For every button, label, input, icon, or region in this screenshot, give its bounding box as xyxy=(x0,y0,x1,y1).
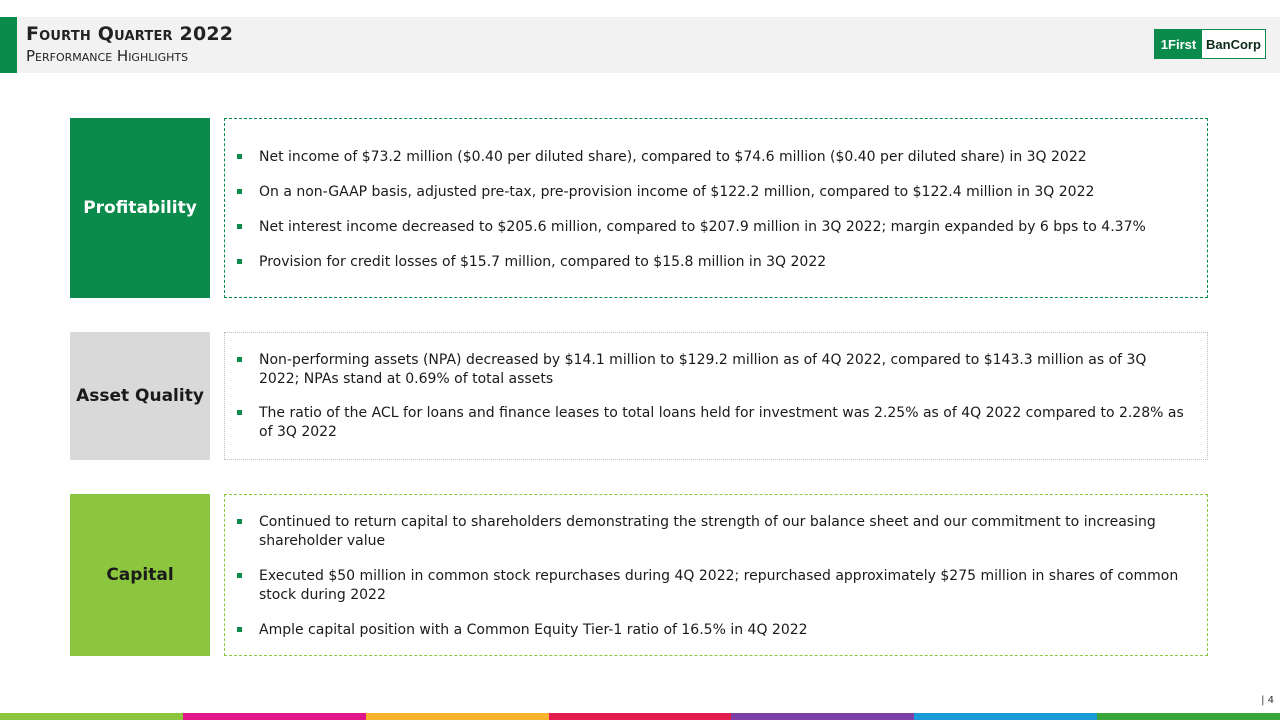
footer-color-bar xyxy=(0,713,1280,720)
bullet-item xyxy=(237,148,1191,167)
section-content-profitability xyxy=(224,118,1208,298)
bullet-text: Non-performing assets (NPA) decreased by $14.1 million to $129.2 million as of 4Q 2022, compared to $143.3 million as of 3Q 2022; NPAs stand at 0.69% of total assets xyxy=(259,352,1147,387)
bullet-square-icon xyxy=(237,154,242,159)
bullet-square-icon xyxy=(237,627,242,632)
bullet-text: Executed $50 million in common stock repurchases during 4Q 2022; repurchased approximately $275 million in shares of common stock during 2022 xyxy=(259,568,1179,603)
slide-title: Fourth Quarter 2022 xyxy=(26,23,234,45)
bullet-item xyxy=(237,621,1191,640)
bullet-text: Provision for credit losses of $15.7 million, compared to $15.8 million in 3Q 2022 xyxy=(259,254,827,270)
bullet-text: On a non-GAAP basis, adjusted pre-tax, pre-provision income of $122.2 million, compared to $122.4 million in 3Q 2022 xyxy=(259,184,1095,200)
bullet-text: Ample capital position with a Common Equity Tier-1 ratio of 16.5% in 4Q 2022 xyxy=(259,622,808,638)
bullet-text: Continued to return capital to shareholders demonstrating the strength of our balance sheet and our commitment to increasing shareholder value xyxy=(259,514,1156,549)
logo-first-text: 1First xyxy=(1155,30,1202,58)
bullet-square-icon xyxy=(237,189,242,194)
slide-subtitle: Performance Highlights xyxy=(26,47,189,65)
section-content-asset-quality xyxy=(224,332,1208,460)
footer-color-segment xyxy=(731,713,914,720)
section-label-profitability: Profitability xyxy=(70,118,210,298)
footer-color-segment xyxy=(183,713,366,720)
bullet-square-icon xyxy=(237,224,242,229)
bullet-text: Net income of $73.2 million ($0.40 per diluted share), compared to $74.6 million ($0.40 per diluted share) in 3Q 2022 xyxy=(259,149,1087,165)
section-content-capital xyxy=(224,494,1208,656)
footer-color-segment xyxy=(366,713,549,720)
section-label-capital: Capital xyxy=(70,494,210,656)
slide-header xyxy=(0,17,1280,73)
bullet-square-icon xyxy=(237,259,242,264)
bullet-square-icon xyxy=(237,357,242,362)
bullet-item xyxy=(237,183,1191,202)
bullet-item xyxy=(237,218,1191,237)
bullet-list xyxy=(237,351,1191,442)
footer-color-segment xyxy=(914,713,1097,720)
footer-color-segment xyxy=(0,713,183,720)
bullet-item xyxy=(237,253,1191,272)
bullet-item xyxy=(237,351,1191,389)
header-accent-bar xyxy=(0,17,17,73)
logo-bancorp-text: BanCorp xyxy=(1206,36,1261,52)
bullet-square-icon xyxy=(237,573,242,578)
firstbancorp-logo xyxy=(1154,29,1266,59)
bullet-item xyxy=(237,567,1191,605)
bullet-list xyxy=(237,148,1191,272)
bullet-text: Net interest income decreased to $205.6 million, compared to $207.9 million in 3Q 2022; margin expanded by 6 bps to 4.37% xyxy=(259,219,1146,235)
footer-color-segment xyxy=(549,713,732,720)
bullet-square-icon xyxy=(237,410,242,415)
page-number: | 4 xyxy=(1261,695,1274,706)
bullet-text: The ratio of the ACL for loans and finance leases to total loans held for investment was 2.25% as of 4Q 2022 compared to 2.28% as of 3Q 2022 xyxy=(259,405,1184,440)
bullet-square-icon xyxy=(237,519,242,524)
section-label-asset-quality: Asset Quality xyxy=(70,332,210,460)
bullet-item xyxy=(237,404,1191,442)
bullet-list xyxy=(237,513,1191,640)
bullet-item xyxy=(237,513,1191,551)
footer-color-segment xyxy=(1097,713,1280,720)
